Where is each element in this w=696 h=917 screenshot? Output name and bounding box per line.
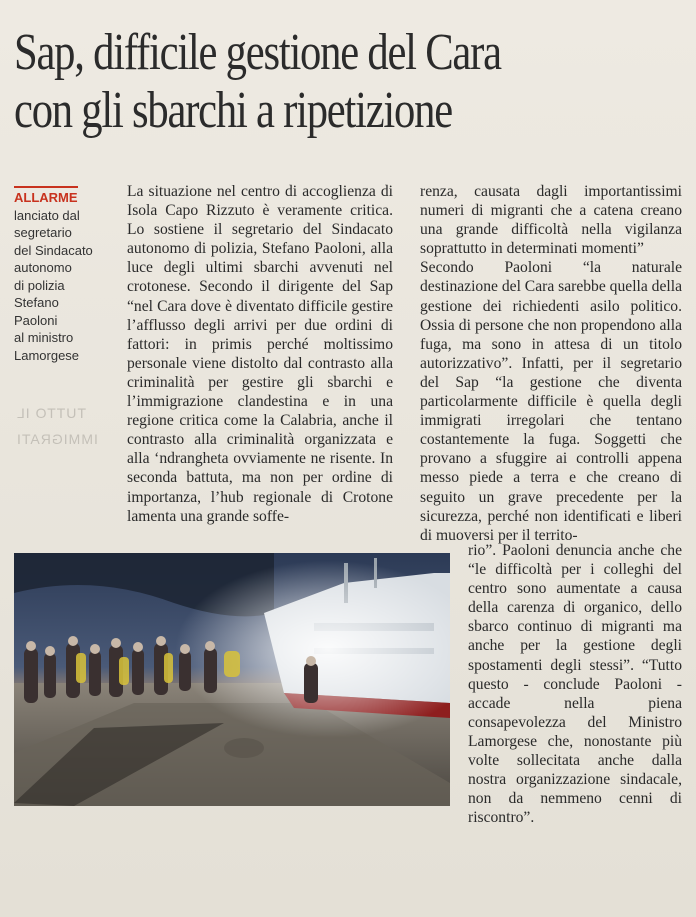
sidebar-line: lanciato dal [14, 207, 80, 223]
sidebar-caption [14, 186, 114, 364]
photo-illustration [14, 553, 450, 806]
article-column-1 [127, 182, 393, 526]
body-paragraph: Secondo Paoloni “la naturale destinazione del Cara sarebbe quella della gestione dei richiedenti asilo politico. Ossia di persone che non propendono alla fuga, ma sono in attesa di un titolo autorizzativo”. Infatti, per il segretario del Sap “la gestione che diventa particolarmente difficile è quella degli immigrati irregolari che tentano costantemente la fuga. Soggetti che provano a sfuggire ai controlli appena messo piede a terra e che creano di seguito un grave precedente per la sicurezza, perché non identificati e liberi di muoversi per il territo- [420, 259, 682, 544]
sidebar-line: del Sindacato [14, 242, 93, 258]
sidebar-line: di polizia [14, 277, 65, 293]
headline-line-2: con gli sbarchi a ripetizione [14, 82, 452, 139]
headline-line-1: Sap, difficile gestione del Cara [14, 24, 501, 81]
body-paragraph: rio”. Paoloni denuncia anche che “le difficoltà per i colleghi del centro sono aumentate a causa della carenza di organico, dello sbarco continuo di migranti ma anche per la gestione degli spostamenti degli stessi”. “Tutto questo - conclude Paoloni - accade nella piena consapevolezza del Ministro Lamorgese che, nonostante più volte sollecitata anche dalla nostra organizzazione sindacale, non da nemmeno cenni di riscontro”. [468, 542, 682, 827]
sidebar-line: segretario [14, 225, 72, 240]
body-paragraph: renza, causata dagli importantissimi numeri di migranti che a catena creano una grande difficoltà nella vigilanza soprattutto in determinati momenti” [420, 183, 682, 258]
sidebar-line: Lamorgese [14, 347, 80, 363]
news-photo [14, 553, 450, 806]
ghost-line: TUTTO IL [16, 405, 86, 421]
ghost-line: IMMIGRATI [16, 431, 98, 447]
sidebar-line: al ministro [14, 330, 74, 345]
sidebar-line: Stefano [14, 295, 59, 310]
show-through-text [16, 400, 116, 452]
body-paragraph: La situazione nel centro di accoglienza di Isola Capo Rizzuto è veramente critica. Lo sostiene il segretario del Sindacato autonomo di polizia, Stefano Paoloni, alla luce degli ultimi sbarchi avvenuti nel crotonese. Secondo il dirigente del Sap “nel Cara dove è diventato difficile gestire l’afflusso degli arrivi per due ordini di fattori: in primis perché moltissimo personale viene distolto dal contrasto alla criminalità per gestire gli sbarchi e l’immigrazione clandestina e in una regione critica come la Calabria, anche il contrasto alla criminalità organizzata e alla ‘ndrangheta ovviamente ne risente. In seconda battuta, ma non per ordine di importanza, l’hub regionale di Crotone lamenta una grande soffe- [127, 183, 393, 525]
kicker-label: ALLARME [14, 186, 78, 207]
article-column-2 [420, 182, 682, 545]
headline [14, 24, 686, 140]
article-column-3 [468, 541, 682, 827]
sidebar-line: autonomo [14, 260, 72, 275]
sidebar-line: Paoloni [14, 312, 58, 328]
